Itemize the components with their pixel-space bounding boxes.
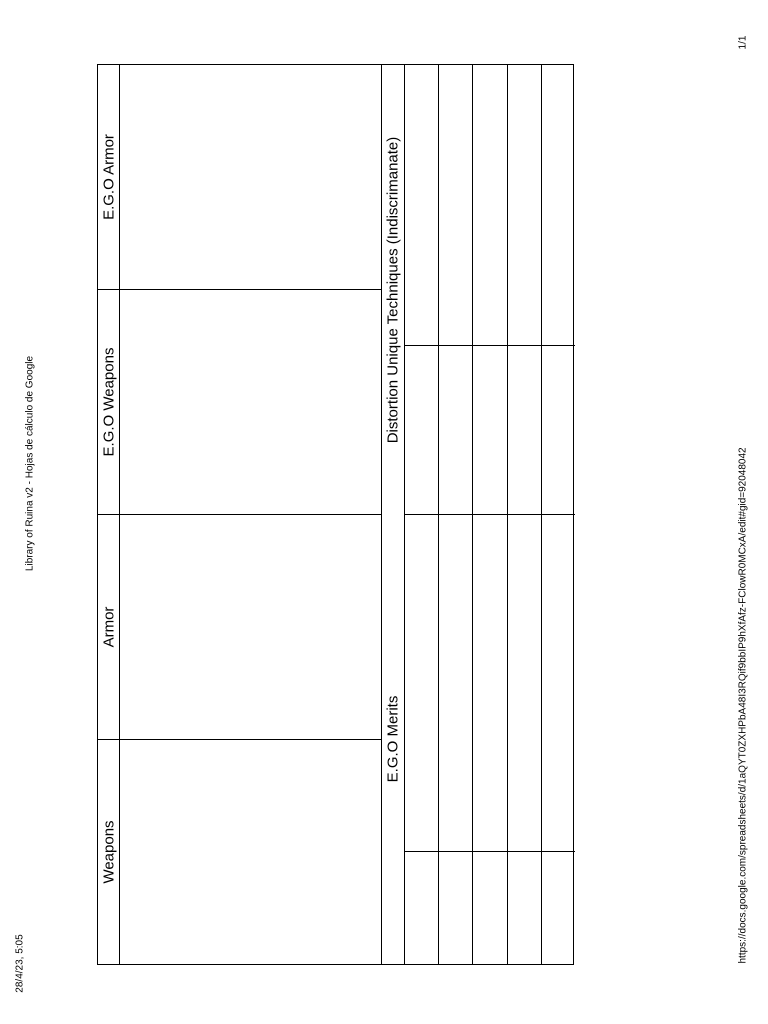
- header-weapons: Weapons: [100, 820, 118, 884]
- row-divider: [98, 739, 382, 740]
- header-armor: Armor: [100, 606, 118, 648]
- print-document-title: Library of Ruina v2 - Hojas de cálculo de Google: [24, 355, 36, 572]
- row-divider: [98, 289, 382, 290]
- row-divider: [98, 514, 382, 515]
- row-divider: [404, 345, 575, 346]
- row-divider: [404, 514, 575, 515]
- header-ego-armor: E.G.O Armor: [100, 134, 118, 220]
- print-page-number: 1/1: [737, 35, 749, 50]
- row-divider: [404, 851, 575, 852]
- spreadsheet-table: [97, 64, 574, 965]
- header-distortion-unique-techniques: Distortion Unique Techniques (Indiscrimanate): [384, 136, 402, 444]
- print-url: https://docs.google.com/spreadsheets/d/1aQYT0ZXHPbA48I3RQif9bbIP9hXfAfz-FClowR0MCxA/edit#gid=92048042: [737, 447, 749, 964]
- header-ego-weapons: E.G.O Weapons: [100, 347, 118, 457]
- header-ego-merits: E.G.O Merits: [384, 695, 402, 783]
- print-datetime: 28/4/23, 5:05: [14, 934, 26, 993]
